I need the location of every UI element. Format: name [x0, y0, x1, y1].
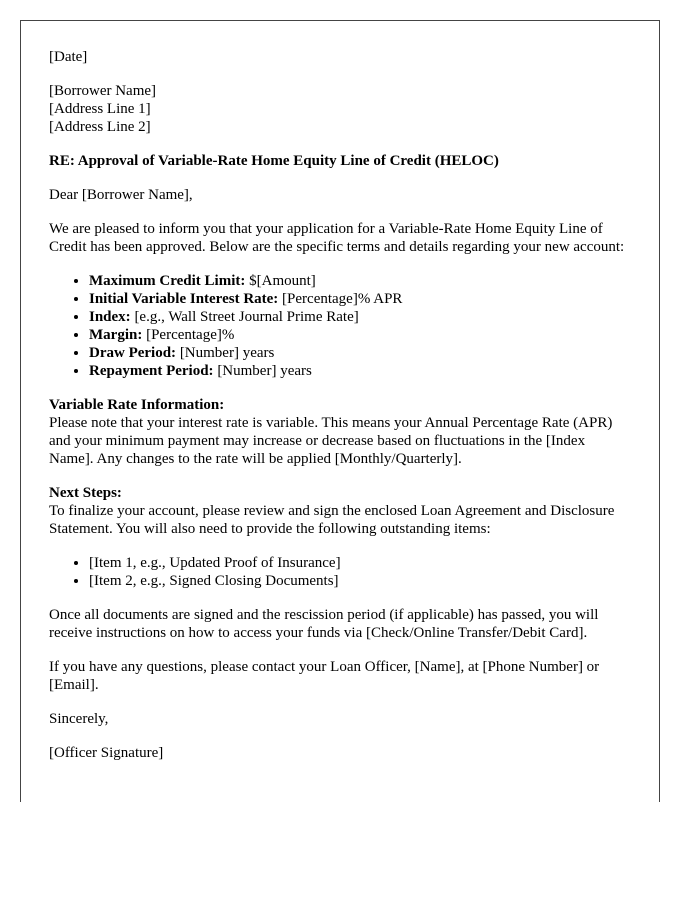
term-value: [Percentage]% APR — [278, 291, 403, 307]
loan-terms-list — [49, 272, 631, 380]
term-label: Maximum Credit Limit: — [89, 273, 246, 289]
next-steps-section — [49, 484, 631, 538]
next-steps-text: To finalize your account, please review and sign the enclosed Loan Agreement and Disclosure Statement. You will also need to provide the following outstanding items: — [49, 503, 615, 537]
term-value: [Number] years — [213, 363, 312, 379]
list-item — [89, 344, 631, 362]
address-line-1: [Address Line 1] — [49, 101, 151, 117]
variable-rate-heading: Variable Rate Information: — [49, 397, 225, 413]
outstanding-items-list — [49, 554, 631, 590]
contact-paragraph: If you have any questions, please contact your Loan Officer, [Name], at [Phone Number] or [Email]. — [49, 659, 600, 693]
letter-page — [20, 20, 660, 802]
next-steps-heading: Next Steps: — [49, 485, 122, 501]
address-line-2: [Address Line 2] — [49, 119, 151, 135]
intro-paragraph: We are pleased to inform you that your application for a Variable-Rate Home Equity Line of Credit has been approved. Below are the specific terms and details regarding your new account: — [49, 221, 625, 255]
list-item — [89, 308, 631, 326]
funds-paragraph: Once all documents are signed and the rescission period (if applicable) has passed, you will receive instructions on how to access your funds via [Check/Online Transfer/Debit Card]. — [49, 607, 599, 641]
letter-subject: RE: Approval of Variable-Rate Home Equity Line of Credit (HELOC) — [49, 153, 499, 169]
term-value: [Number] years — [176, 345, 275, 361]
list-item: • [Item 2, e.g., Signed Closing Documents] — [89, 572, 631, 590]
closing: Sincerely, — [49, 711, 109, 727]
variable-rate-section — [49, 396, 631, 468]
recipient-name: [Borrower Name] — [49, 83, 157, 99]
term-label: Repayment Period: — [89, 363, 214, 379]
list-item: • [Item 1, e.g., Updated Proof of Insurance] — [89, 554, 631, 572]
term-value: [e.g., Wall Street Journal Prime Rate] — [130, 309, 359, 325]
list-item — [89, 290, 631, 308]
salutation: Dear [Borrower Name], — [49, 187, 193, 203]
list-item — [89, 362, 631, 380]
term-value: [Percentage]% — [142, 327, 235, 343]
term-value: $[Amount] — [245, 273, 316, 289]
term-label: Index: — [89, 309, 131, 325]
officer-signature: [Officer Signature] — [49, 745, 164, 761]
term-label: Draw Period: — [89, 345, 177, 361]
list-item — [89, 326, 631, 344]
variable-rate-text: Please note that your interest rate is variable. This means your Annual Percentage Rate (APR) and your minimum payment may increase or decrease based on fluctuations in the [Index Name]. Any changes to the rate will be applied [Monthly/Quarterly]. — [49, 415, 613, 467]
list-item — [89, 272, 631, 290]
recipient-address — [49, 82, 631, 136]
letter-date: [Date] — [49, 49, 88, 65]
term-label: Margin: — [89, 327, 143, 343]
term-label: Initial Variable Interest Rate: — [89, 291, 279, 307]
